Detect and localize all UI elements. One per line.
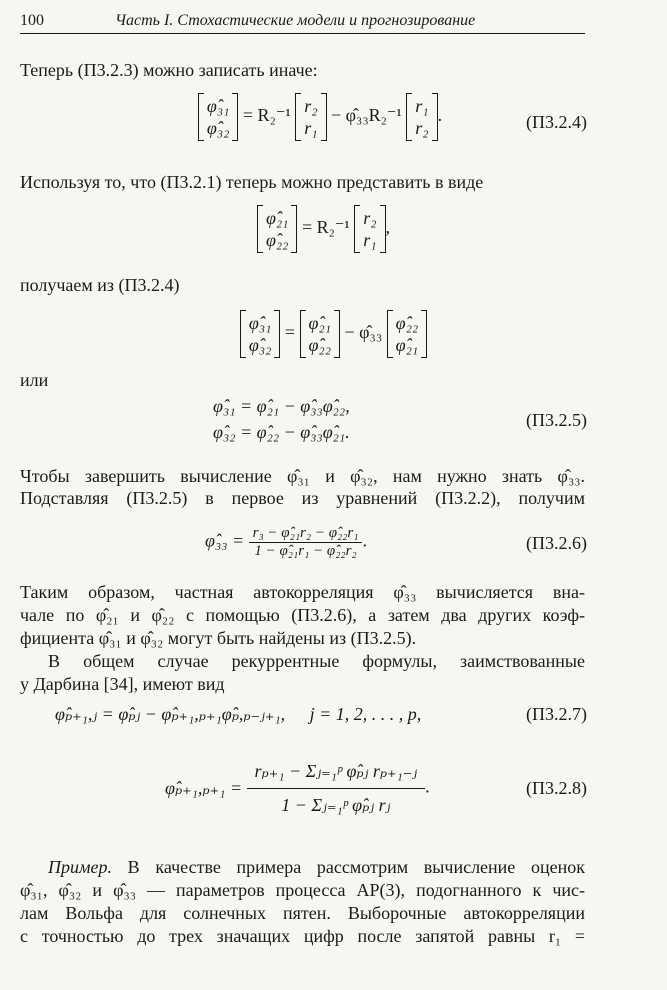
matrix-cell: φ̂₃₂ xyxy=(206,118,230,138)
equation-number: (П3.2.5) xyxy=(526,410,587,430)
equation-lhs: φ̂₃₃ = xyxy=(205,530,245,551)
paragraph-3: получаем из (П3.2.4) xyxy=(20,275,180,295)
paragraph-6-line-1: Таким образом, частная автокорреляция φ̂₃₃ вычисляется вна- xyxy=(20,582,585,602)
matrix-cell: r₁ xyxy=(415,96,429,116)
paragraph-2: Используя то, что (П3.2.1) теперь можно представить в виде xyxy=(20,172,484,192)
matrix-b xyxy=(387,310,427,358)
matrix-lhs xyxy=(257,205,297,253)
matrix-cell: r₂ xyxy=(415,118,429,138)
running-header xyxy=(20,12,585,34)
paragraph-7-line-2: у Дарбина [34], имеют вид xyxy=(20,674,225,694)
matrix-cell: φ̂₂₂ xyxy=(395,313,419,333)
equation-term: − φ̂₃₃ xyxy=(344,322,383,343)
numerator: rₚ₊₁ − Σⱼ₌₁ᵖ φ̂ₚⱼ rₚ₊₁₋ⱼ xyxy=(247,755,426,789)
matrix-cell: r₂ xyxy=(363,208,377,228)
paragraph-8-text: В качестве примера рассмотрим вычисление оценок xyxy=(111,857,585,877)
paragraph-8-line-3: лам Вольфа для солнечных пятен. Выборочные автокорреляции xyxy=(20,903,585,923)
matrix-cell: φ̂₃₁ xyxy=(206,96,230,116)
denominator: 1 − Σⱼ₌₁ᵖ φ̂ₚⱼ rⱼ xyxy=(281,795,391,815)
matrix-cell: φ̂₃₂ xyxy=(248,335,272,355)
matrix-cell: φ̂₂₁ xyxy=(308,313,332,333)
matrix-cell: φ̂₃₁ xyxy=(248,313,272,333)
denominator: 1 − φ̂₂₁r₁ − φ̂₂₂r₂ xyxy=(254,543,357,559)
equation-line: φ̂₃₁ = φ̂₂₁ − φ̂₃₃φ̂₂₂, xyxy=(213,396,350,416)
paragraph-4: или xyxy=(20,370,49,390)
matrix-r xyxy=(354,205,385,253)
equation-lhs: φ̂ₚ₊₁,ₚ₊₁ = xyxy=(165,778,243,798)
paragraph-5-line-1: Чтобы завершить вычисление φ̂₃₁ и φ̂₃₂, нам нужно знать φ̂₃₃. xyxy=(20,466,585,486)
equation-range: j = 1, 2, . . . , p, xyxy=(309,704,422,724)
paragraph-6-line-3: фициента φ̂₃₁ и φ̂₃₂ могут быть найдены из (П3.2.5). xyxy=(20,628,417,648)
matrix-cell: r₁ xyxy=(363,230,377,250)
matrix-cell: φ̂₂₂ xyxy=(265,230,289,250)
running-title: Часть I. Стохастические модели и прогнозирование xyxy=(115,12,476,29)
matrix-r xyxy=(295,93,326,141)
equation-r2-inverse: φ̂₂₁ φ̂₂₂ = R₂⁻¹ r₂ r₁ , xyxy=(0,205,657,253)
equation-matrix-substitution: φ̂₃₁ φ̂₃₂ = φ̂₂₁ φ̂₂₂ − φ̂₃₃ φ̂₂₂ φ̂₂₁ xyxy=(0,310,667,358)
equation-p3-2-4: φ̂₃₁ φ̂₃₂ = R₂⁻¹ r₂ r₁ − φ̂₃₃R₂⁻¹ r₁ r₂ . xyxy=(40,93,600,141)
equation-expression: φ̂ₚ₊₁,ⱼ = φ̂ₚⱼ − φ̂ₚ₊₁,ₚ₊₁φ̂ₚ,ₚ₋ⱼ₊₁, xyxy=(55,704,286,724)
matrix-lhs xyxy=(240,310,280,358)
equation-p3-2-7 xyxy=(55,704,421,725)
matrix-cell: φ̂₂₁ xyxy=(395,335,419,355)
matrix-lhs xyxy=(198,93,238,141)
fraction xyxy=(249,525,363,560)
paragraph-8-line-4: с точностью до трех значащих цифр после запятой равны r₁ = xyxy=(20,926,585,946)
equation-p3-2-8: φ̂ₚ₊₁,ₚ₊₁ = $\frac{\text{rₚ₊₁ − Σⱼ₌₁ᵖ φ̂ₚⱼ rₚ₊₁₋ⱼ}}{\text{1 − Σⱼ₌₁ᵖ φ̂ₚⱼ rⱼ}}$ . xyxy=(165,755,430,822)
paragraph-8-line-1 xyxy=(20,857,585,878)
equation-number: (П3.2.6) xyxy=(526,533,587,553)
page-number: 100 xyxy=(20,12,44,29)
matrix-a xyxy=(300,310,340,358)
equation-term: = R₂⁻¹ xyxy=(301,217,350,238)
matrix-cell: φ̂₂₁ xyxy=(265,208,289,228)
matrix-cell: r₁ xyxy=(304,118,318,138)
matrix-r2 xyxy=(406,93,437,141)
matrix-cell: r₂ xyxy=(304,96,318,116)
paragraph-8-line-2: φ̂₃₁, φ̂₃₂ и φ̂₃₃ — параметров процесса АР(3), подогнанного к чис- xyxy=(20,880,585,900)
numerator: r₃ − φ̂₂₁r₂ − φ̂₂₂r₁ xyxy=(249,525,363,543)
paragraph-1: Теперь (П3.2.3) можно записать иначе: xyxy=(20,60,318,80)
paragraph-6-line-2: чале по φ̂₂₁ и φ̂₂₂ с помощью (П3.2.6), а затем два других коэф- xyxy=(20,605,585,625)
equation-number: (П3.2.8) xyxy=(526,778,587,798)
fraction xyxy=(247,755,426,822)
equation-number: (П3.2.7) xyxy=(526,704,587,724)
paragraph-5-line-2: Подставляя (П3.2.5) в первое из уравнений (П3.2.2), получим xyxy=(20,488,585,508)
equation-p3-2-6: φ̂₃₃ = $\frac{\text{r₃ − φ̂₂₁r₂ − φ̂₂₂r₁}}{\text{1 − φ̂₂₁r₁ − φ̂₂₂r₂}}$ . xyxy=(205,525,367,559)
equation-term: − φ̂₃₃R₂⁻¹ xyxy=(331,105,402,126)
paragraph-7-line-1: В общем случае рекуррентные формулы, заимствованные xyxy=(48,651,585,671)
equation-number: (П3.2.4) xyxy=(526,112,587,132)
example-label: Пример. xyxy=(48,857,112,877)
matrix-cell: φ̂₂₂ xyxy=(308,335,332,355)
equation-term: = R₂⁻¹ xyxy=(242,105,291,126)
equation-p3-2-5 xyxy=(213,396,350,443)
equation-line: φ̂₃₂ = φ̂₂₂ − φ̂₃₃φ̂₂₁. xyxy=(213,422,350,442)
